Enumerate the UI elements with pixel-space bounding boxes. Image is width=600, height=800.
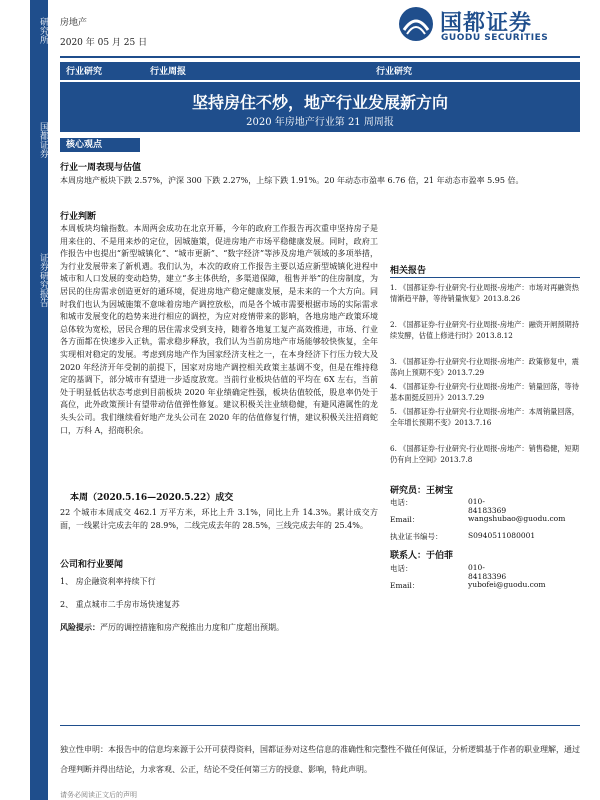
report-subtitle: 2020 年房地产行业第 21 周周报 xyxy=(246,117,394,128)
analyst-1-name: 研究员：王树宝 xyxy=(390,486,454,496)
market-heading: 行业一周表现与估值 xyxy=(60,163,142,173)
header-date: 2020 年 05 月 25 日 xyxy=(60,38,148,48)
risk-notice xyxy=(60,622,580,633)
disclaimer-divider xyxy=(60,725,580,726)
title-box xyxy=(60,82,580,132)
risk-text: 严厉的调控措施和房产税推出力度和广度超出预期。 xyxy=(100,623,284,632)
related-reports-heading: 相关报告 xyxy=(390,266,427,276)
related-report-1[interactable]: 1. 《国都证券-行业研究-行业周报-房地产：市场对再融资热情渐趋平静，等待销量恢复》2013.8.26 xyxy=(390,283,579,303)
report-title: 坚持房住不炒，地产行业发展新方向 xyxy=(191,93,448,112)
market-text: 本周房地产板块下跌 2.57%，沪深 300 下跌 2.27%，上综下跌 1.91%。20 年动态市盈率 6.76 倍，21 年动态市盈率 5.95 倍。 xyxy=(60,176,524,185)
header-divider xyxy=(60,56,580,58)
news-item-2: 2、 重点城市二手房市场快速复苏 xyxy=(60,600,180,609)
core-view-heading: 核心观点 xyxy=(60,138,140,152)
related-report-4[interactable]: 4. 《国都证券-行业研究-行业周报-房地产：销量回落，等待基本面挺反回升》2013.7.29 xyxy=(390,382,579,402)
related-report-3[interactable]: 3. 《国都证券-行业研究-行业周报-房地产：政策修复中，震荡向上预期不变》2013.7.29 xyxy=(390,357,579,377)
risk-label: 风险提示： xyxy=(60,622,100,632)
logo-text-en: GUODU SECURITIES xyxy=(441,33,549,43)
banner-right: 行业研究 xyxy=(376,67,413,77)
related-report-5[interactable]: 5. 《国都证券-行业研究-行业周报-房地产：本周销量回落，全年增长预期不变》2013.7.16 xyxy=(390,407,579,427)
side-label-company: 国都证券 xyxy=(38,122,48,158)
related-reports-divider xyxy=(390,277,580,278)
side-label-report: 证券研究报告 xyxy=(38,253,48,307)
related-report-2[interactable]: 2. 《国都证券-行业研究-行业周报-房地产：融资开闸预期持续发酵，估值上修进行时》2013.8.12 xyxy=(390,320,579,340)
side-label-research: 研究所 xyxy=(38,16,48,44)
analyst-2-name: 联系人：于伯菲 xyxy=(390,551,454,561)
header-industry: 房地产 xyxy=(60,18,88,28)
judgement-text: 本周板块均输指数。本周两会成功在北京开幕，今年的政府工作报告再次重申坚持房子是用来住的、不是用来炒的定位，因城施策，促进房地产市场平稳健康发展。同时，政府工作报告中也提出“新型城镇化”、“城市更新”、“数字经济”等涉及房地产领域的多项举措，为行业发展带来了新机遇。我们认为，本次的政府工作报告主要以适应新型城镇化进程中城市和人口发展的变动趋势，建立“多主体供给，多渠道保障，租售并举”的住房制度，为居民的住房需求创造更好的通环境，促进房地产稳定健康发展，是未来的一个大方向。同时我们也认为因城施策不意味着房地产调控放松，而是各个城市需要根据市场的实际需求和城市发展变化的趋势来进行相应的调控，为应对疫情带来的影响，各地房地产政策环境总体较为宽松，居民合理的居住需求受到支持，随着各地复工复产高效推进，市场、行业各方面都在快速步入正轨，需求稳步释放，我们认为当前房地产市场能够较快恢复，全年实现相对稳定的发展。考虑到房地产作为国家经济支柱之一，在本身经济下行压力较大及 2020 年经济开年受制的前提下，国家对房地产调控相关政策主基调不变，但是在维持稳定的基调下，部分城市有望进一步适度放宽。当前行业板块估值的平均在 6X 左右，当前处于明显低估状态考虑到目前板块 2020 年业绩确定性强，板块估值较低，股息率仍处于高位，此外政策预计有望带动估值弹性修复。建议积极关注业绩稳健，有避风港属性的龙头头公司。我们继续看好地产龙头公司在 2020 年的估值修复行情，建议积极关注招商蛇口，万科 A，招商积余。 xyxy=(60,224,378,435)
news-heading: 公司和行业要闻 xyxy=(60,560,124,570)
page-footer: 请务必阅读正文后的声明 xyxy=(60,791,137,799)
banner-left: 行业研究 xyxy=(66,67,103,77)
week-text: 22 个城市本周成交 462.1 万平方米，环比上升 3.1%，同比上升 14.3%。累计成交方面，一线累计完成去年的 28.9%，二线完成去年的 28.5%，三线完成去年的 25.4%。 xyxy=(60,508,378,530)
related-report-6[interactable]: 6. 《国都证券-行业研究-行业周报-房地产：销售稳健，短期仍有向上空间》2013.7.8 xyxy=(390,444,579,464)
banner-middle: 行业周报 xyxy=(150,67,187,77)
week-heading: 本周（2020.5.16—2020.5.22）成交 xyxy=(70,493,234,503)
logo-text-cn: 国都证券 xyxy=(440,11,533,36)
judgement-heading: 行业判断 xyxy=(60,212,97,222)
logo-mark-icon xyxy=(398,6,434,42)
news-item-1: 1、 房企融资利率持续下行 xyxy=(60,577,156,586)
independence-disclaimer: 独立性申明：本报告中的信息均来源于公开可获得资料，国都证券对这些信息的准确性和完整性不做任何保证，分析逻辑基于作者的职业理解，通过合理判断并得出结论，力求客观、公正，结论不受任何第三方的授意、影响，特此声明。 xyxy=(60,745,580,774)
company-logo xyxy=(398,6,573,46)
report-type-banner xyxy=(60,62,580,80)
